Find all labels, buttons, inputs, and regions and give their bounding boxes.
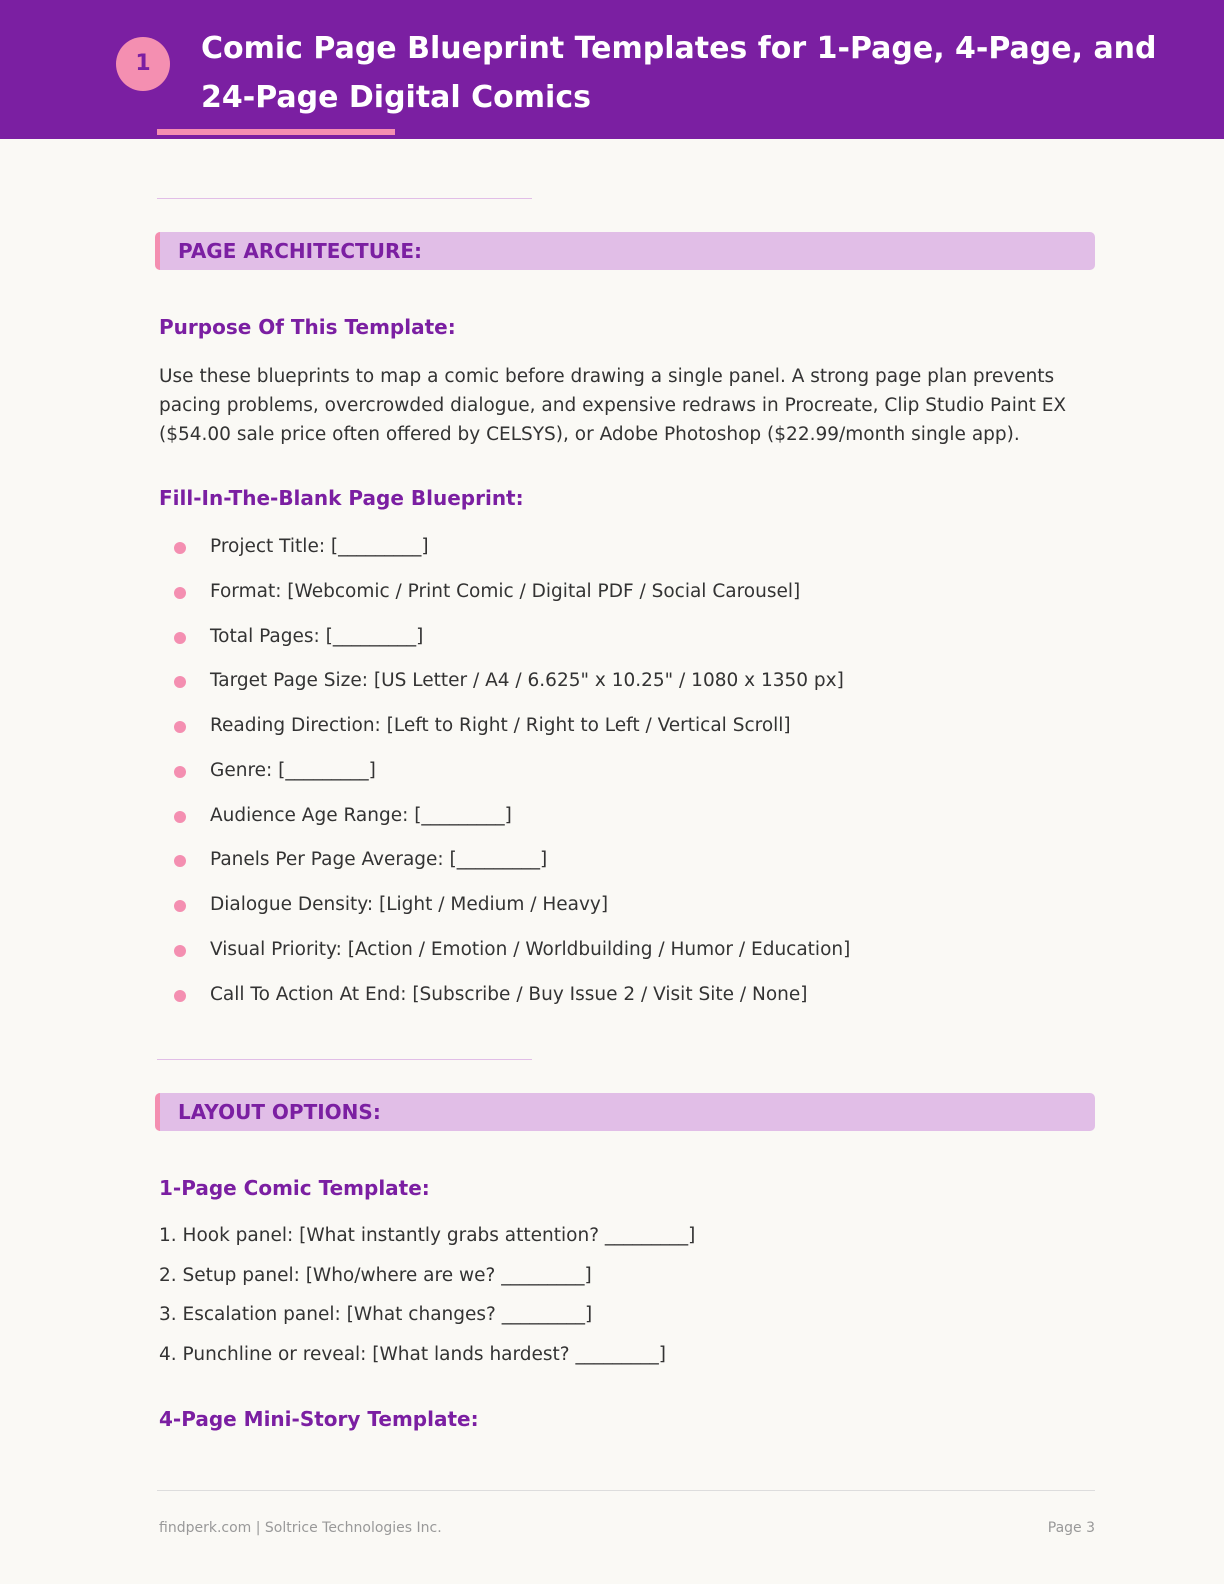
section-heading-label: LAYOUT OPTIONS: <box>178 1100 381 1124</box>
footer-source: findperk.com | Soltrice Technologies Inc. <box>159 1520 442 1536</box>
list-item: Project Title: [_________] <box>210 534 1110 560</box>
page-number: Page 3 <box>1047 1520 1095 1536</box>
list-item: Total Pages: [_________] <box>210 624 1110 650</box>
document-title: Comic Page Blueprint Templates for 1-Page, 4-Page, and 24-Page Digital Comics <box>201 31 1157 115</box>
list-item: Call To Action At End: [Subscribe / Buy Issue 2 / Visit Site / None] <box>210 982 1110 1008</box>
numbered-item: 2. Setup panel: [Who/where are we? _________] <box>159 1265 592 1286</box>
list-item: Panels Per Page Average: [_________] <box>210 847 1110 873</box>
numbered-item: 4. Punchline or reveal: [What lands hardest? _________] <box>159 1344 666 1365</box>
purpose-heading: Purpose Of This Template: <box>159 315 456 339</box>
list-item: Dialogue Density: [Light / Medium / Heavy] <box>210 892 1110 918</box>
footer-divider <box>157 1490 1095 1491</box>
blueprint-heading: Fill-In-The-Blank Page Blueprint: <box>159 486 524 510</box>
one-page-template-heading: 1-Page Comic Template: <box>159 1176 430 1200</box>
four-page-template-heading: 4-Page Mini-Story Template: <box>159 1407 479 1431</box>
list-item: Audience Age Range: [_________] <box>210 803 1110 829</box>
section-heading-label: PAGE ARCHITECTURE: <box>178 239 423 263</box>
title-underline <box>157 129 395 135</box>
chapter-number-badge: 1 <box>116 37 170 91</box>
list-item: Format: [Webcomic / Print Comic / Digital PDF / Social Carousel] <box>210 579 1110 605</box>
section-divider <box>157 1059 532 1060</box>
numbered-item: 3. Escalation panel: [What changes? _________] <box>159 1304 593 1325</box>
section-heading-layout-options <box>155 1093 1095 1131</box>
list-item: Genre: [_________] <box>210 758 1110 784</box>
section-divider <box>157 198 532 199</box>
section-heading-page-architecture <box>155 232 1095 270</box>
purpose-paragraph: Use these blueprints to map a comic before drawing a single panel. A strong page plan prevents pacing problems, overcrowded dialogue, and expensive redraws in Procreate, Clip Studio Paint EX ($54.00 sale price often offered by CELSYS), or Adobe Photoshop ($22.99/month single app). <box>159 366 1067 445</box>
page-header <box>0 0 1224 139</box>
list-item: Target Page Size: [US Letter / A4 / 6.625" x 10.25" / 1080 x 1350 px] <box>210 668 1110 694</box>
list-item: Reading Direction: [Left to Right / Right to Left / Vertical Scroll] <box>210 713 1110 739</box>
list-item: Visual Priority: [Action / Emotion / Worldbuilding / Humor / Education] <box>210 937 1110 963</box>
numbered-item: 1. Hook panel: [What instantly grabs attention? _________] <box>159 1225 696 1246</box>
